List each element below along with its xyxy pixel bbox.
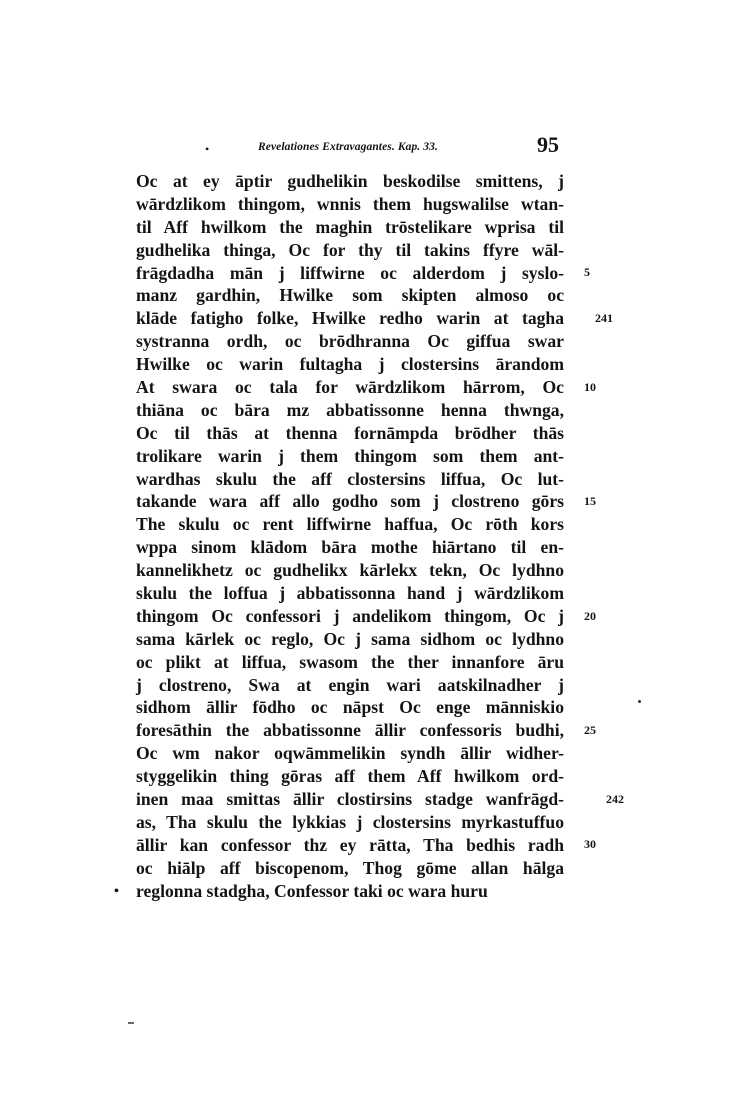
- text-line: skulu the loffua j abbatissonna hand j wārdzlikom: [136, 583, 564, 604]
- text-line: til Aff hwilkom the maghin trōstelikare wprisa til: [136, 216, 564, 237]
- text-line: systranna ordh, oc brōdhranna Oc giffua swar: [136, 331, 564, 352]
- line-number-20: 20: [584, 609, 596, 623]
- folio-reference-242: 242: [606, 792, 624, 806]
- line-number-5: 5: [584, 265, 590, 279]
- text-line: Oc at ey āptir gudhelikin beskodilse smittens, j: [136, 171, 564, 191]
- text-line: foresāthin the abbatissonne āllir confessoris budhi,: [136, 720, 564, 741]
- page-number: 95: [537, 132, 559, 157]
- text-line: manz gardhin, Hwilke som skipten almoso oc: [136, 285, 564, 306]
- line-number-15: 15: [584, 494, 596, 508]
- text-line: āllir kan confessor thz ey rātta, Tha bedhis radh: [136, 834, 564, 855]
- text-line: as, Tha skulu the lykkias j clostersins myrkastuffuo: [136, 811, 564, 832]
- text-line: Oc wm nakor oqwāmmelikin syndh āllir widher-: [136, 743, 564, 764]
- text-line: thingom Oc confessori j andelikom thingom, Oc j: [136, 605, 564, 626]
- stray-dot-mark: [638, 700, 641, 703]
- text-line: j clostreno, Swa at engin wari aatskilnadher j: [136, 674, 564, 695]
- text-line: styggelikin thing gōras aff them Aff hwilkom ord-: [136, 766, 564, 787]
- text-line: At swara oc tala for wārdzlikom hārrom, Oc: [136, 377, 564, 398]
- line-number-10: 10: [584, 380, 596, 394]
- text-line: kannelikhetz oc gudhelikx kārlekx tekn, Oc lydhno: [136, 560, 564, 581]
- line-number-25: 25: [584, 723, 596, 737]
- text-line: oc plikt at liffua, swasom the ther innanfore āru: [136, 651, 564, 672]
- text-line: frāgdadha mān j liffwirne oc alderdom j syslo-: [136, 262, 564, 283]
- text-line: oc hiālp aff biscopenom, Thog gōme allan hālga: [136, 857, 564, 878]
- text-line: wardhas skulu the aff clostersins liffua, Oc lut-: [136, 468, 564, 489]
- text-line: sidhom āllir fōdho oc nāpst Oc enge mānniskio: [136, 697, 564, 718]
- text-line: wārdzlikom thingom, wnnis them hugswalilse wtan-: [136, 193, 564, 214]
- text-line: gudhelika thinga, Oc for thy til takins ffyre wāl-: [136, 239, 564, 260]
- text-line: wppa sinom klādom bāra mothe hiārtano til en-: [136, 537, 564, 558]
- text-line: inen maa smittas āllir clostirsins stadge wanfrāgd-: [136, 789, 564, 810]
- folio-reference-241: 241: [595, 311, 613, 325]
- text-line: sama kārlek oc reglo, Oc j sama sidhom oc lydhno: [136, 628, 564, 649]
- text-line: thiāna oc bāra mz abbatissonne henna thwnga,: [136, 399, 564, 420]
- text-line: reglonna stadgha, Confessor taki oc wara huru: [136, 880, 488, 901]
- text-line: klāde fatigho folke, Hwilke redho warin at tagha: [136, 308, 564, 329]
- main-text-block: [136, 170, 564, 903]
- text-line: Hwilke oc warin fultagha j clostersins ārandom: [136, 354, 564, 375]
- running-title: Revelationes Extravagantes. Kap. 33.: [258, 141, 438, 153]
- text-line: Oc til thās at thenna fornāmpda brōdher thās: [136, 422, 564, 443]
- header-bullet-mark: •: [205, 142, 210, 156]
- line-number-30: 30: [584, 837, 596, 851]
- text-line: trolikare warin j them thingom som them ant-: [136, 445, 564, 466]
- stray-dash-mark: [128, 1022, 134, 1024]
- text-line: The skulu oc rent liffwirne haffua, Oc rōth kors: [136, 514, 564, 535]
- text-line: takande wara aff allo godho som j clostreno gōrs: [136, 491, 564, 512]
- left-margin-bullet: •: [114, 884, 119, 899]
